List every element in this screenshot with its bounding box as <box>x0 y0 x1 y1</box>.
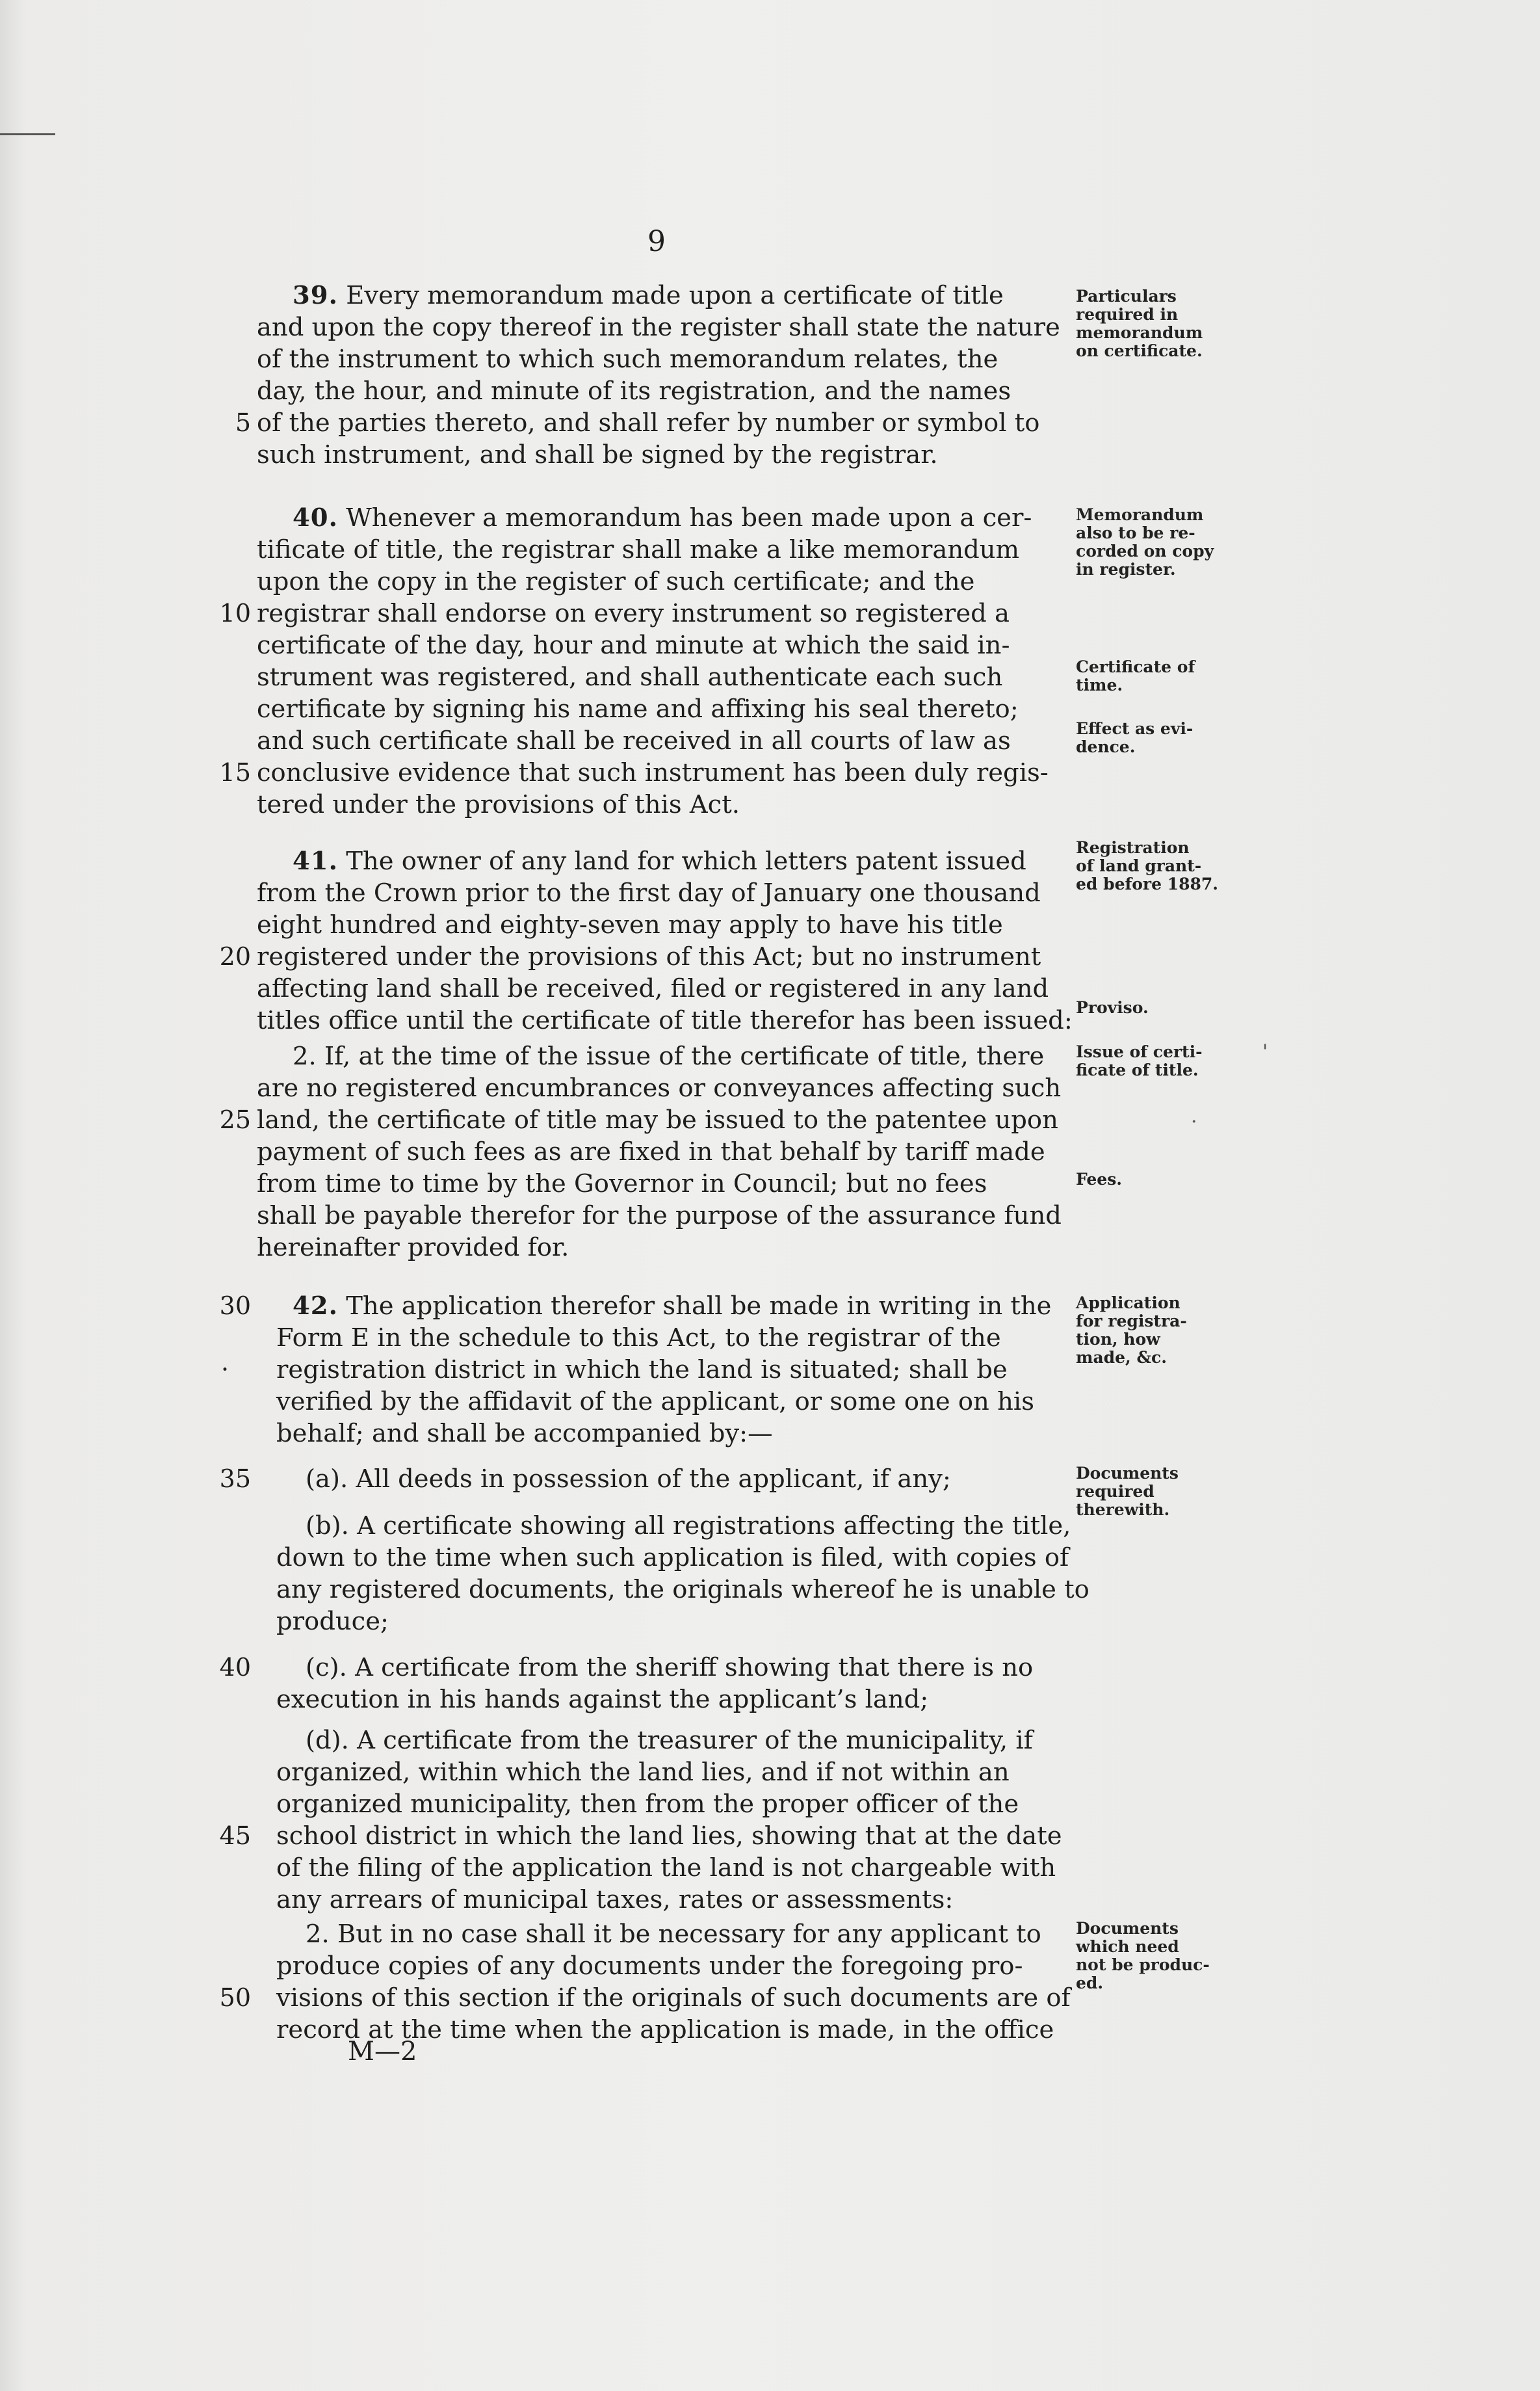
margin-note-line: therewith. <box>1076 1500 1170 1519</box>
text-line <box>257 1574 1090 1605</box>
line-text: certificate of the day, hour and minute at which the said in- <box>257 631 1010 660</box>
line-text: execution in his hands against the applicant’s land; <box>276 1685 929 1714</box>
margin-note-line: tion, how <box>1076 1330 1160 1349</box>
text-line <box>257 941 1076 973</box>
text-line <box>257 407 1076 439</box>
text-line <box>257 877 1076 909</box>
text-line <box>257 311 1076 343</box>
text-line <box>257 1852 1076 1884</box>
text-line <box>257 1724 1076 1756</box>
line-text: record at the time when the application is made, in the office <box>276 2015 1054 2044</box>
margin-note <box>1076 1920 1238 1992</box>
margin-note-line: ficate of title. <box>1076 1061 1199 1079</box>
text-line <box>257 1386 1076 1418</box>
line-text: (d). A certificate from the treasurer of the municipality, if <box>306 1726 1033 1755</box>
line-text: produce; <box>276 1607 389 1636</box>
line-text: 2. If, at the time of the issue of the certificate of title, there <box>293 1042 1045 1071</box>
line-text: affecting land shall be received, filed or registered in any land <box>257 974 1049 1003</box>
margin-note-line: Effect as evi- <box>1076 719 1194 738</box>
line-text: tered under the provisions of this Act. <box>257 790 740 819</box>
text-line <box>257 1788 1076 1820</box>
margin-note-line: Issue of certi- <box>1076 1042 1203 1061</box>
margin-note <box>1076 999 1238 1017</box>
text-line <box>257 661 1076 693</box>
text-line <box>257 1820 1076 1852</box>
margin-note-line: Documents <box>1076 1919 1179 1938</box>
section-number: 41. <box>293 847 338 876</box>
line-text: strument was registered, and shall authenticate each such <box>257 663 1003 692</box>
text-line <box>257 439 1076 471</box>
line-number: 10 <box>219 599 251 627</box>
text-line <box>257 1005 1076 1037</box>
margin-note-line: Certificate of <box>1076 657 1195 676</box>
text-line <box>257 1200 1076 1232</box>
margin-note-line: also to be re- <box>1076 523 1195 542</box>
margin-note <box>1076 1464 1238 1519</box>
line-text: visions of this section if the originals of such documents are of <box>276 1983 1071 2013</box>
margin-note-line: dence. <box>1076 737 1136 756</box>
line-text: land, the certificate of title may be issued to the patentee upon <box>257 1105 1058 1135</box>
text-line <box>257 1542 1076 1574</box>
text-line <box>257 280 1076 311</box>
line-text: verified by the affidavit of the applicant, or some one on his <box>276 1387 1034 1416</box>
section-s39 <box>257 280 1076 471</box>
line-text: any arrears of municipal taxes, rates or assessments: <box>276 1885 954 1914</box>
section-s41 <box>257 845 1076 1037</box>
text-line <box>257 1290 1076 1322</box>
text-line <box>257 973 1076 1005</box>
line-text: day, the hour, and minute of its registration, and the names <box>257 376 1011 406</box>
margin-note-line: required <box>1076 1482 1155 1501</box>
text-line <box>257 1950 1076 1982</box>
line-text: registrar shall endorse on every instrument so registered a <box>257 599 1010 628</box>
section-s42-d <box>257 1724 1076 1916</box>
text-line <box>257 598 1076 629</box>
text-line <box>257 1463 1076 1495</box>
line-text: organized municipality, then from the proper officer of the <box>276 1790 1019 1819</box>
line-text: from time to time by the Governor in Council; but no fees <box>257 1169 987 1198</box>
text-line <box>257 1982 1076 2014</box>
line-text: down to the time when such application is filed, with copies of <box>276 1543 1069 1572</box>
text-line <box>257 1354 1076 1386</box>
section-s40 <box>257 502 1076 821</box>
text-line <box>257 1136 1076 1168</box>
text-line <box>257 566 1076 598</box>
text-line <box>257 502 1076 534</box>
text-line <box>257 693 1076 725</box>
margin-note <box>1076 720 1238 756</box>
margin-note-line: ed before 1887. <box>1076 875 1218 893</box>
margin-note-line: Application <box>1076 1293 1181 1312</box>
margin-note-line: Documents <box>1076 1464 1179 1483</box>
text-line <box>257 1652 1076 1684</box>
stray-mark: ' <box>1262 1040 1268 1063</box>
section-s42-a <box>257 1463 1076 1495</box>
margin-note <box>1076 1294 1238 1367</box>
margin-note <box>1076 658 1238 694</box>
signature-mark: M—2 <box>348 2037 417 2067</box>
margin-note <box>1076 287 1238 360</box>
margin-note-line: which need <box>1076 1937 1179 1956</box>
text-line <box>257 1104 1076 1136</box>
line-text: organized, within which the land lies, and if not within an <box>276 1758 1010 1787</box>
line-text: (b). A certificate showing all registrations affecting the title, <box>306 1511 1071 1540</box>
line-text: from the Crown prior to the first day of January one thousand <box>257 878 1041 908</box>
line-text: payment of such fees as are fixed in that behalf by tariff made <box>257 1137 1045 1167</box>
line-text: (c). A certificate from the sheriff showing that there is no <box>306 1653 1034 1682</box>
line-text: of the parties thereto, and shall refer by number or symbol to <box>257 408 1040 438</box>
text-line <box>257 375 1076 407</box>
margin-note-line: not be produc- <box>1076 1955 1210 1974</box>
margin-note-line: Registration <box>1076 838 1190 857</box>
line-text: are no registered encumbrances or conveyances affecting such <box>257 1074 1062 1103</box>
text-line <box>257 1884 1076 1916</box>
line-text: tificate of title, the registrar shall make a like memorandum <box>257 535 1020 564</box>
line-number: 30 <box>219 1291 251 1320</box>
text-line <box>257 1322 1076 1354</box>
margin-note-line: of land grant- <box>1076 856 1202 875</box>
line-text: produce copies of any documents under the foregoing pro- <box>276 1951 1023 1981</box>
line-text: 2. But in no case shall it be necessary for any applicant to <box>306 1920 1041 1949</box>
line-text: upon the copy in the register of such certificate; and the <box>257 567 975 596</box>
line-text: conclusive evidence that such instrument has been duly regis- <box>257 758 1049 787</box>
section-s42-c <box>257 1652 1076 1715</box>
text-line <box>257 1510 1076 1542</box>
line-number: 5 <box>235 408 251 437</box>
line-text: The owner of any land for which letters patent issued <box>337 847 1026 876</box>
text-line <box>257 1072 1076 1104</box>
margin-note <box>1076 1043 1238 1079</box>
margin-note-line: ed. <box>1076 1974 1104 1992</box>
line-text: (a). All deeds in possession of the applicant, if any; <box>306 1464 951 1494</box>
margin-note-line: Proviso. <box>1076 998 1149 1017</box>
stray-mark: · <box>1191 1111 1197 1133</box>
text-line <box>257 1756 1076 1788</box>
line-text: titles office until the certificate of title therefor has been issued: <box>257 1006 1073 1035</box>
text-line <box>257 1168 1076 1200</box>
margin-note-line: Memorandum <box>1076 505 1204 524</box>
line-text: any registered documents, the originals whereof he is unable to <box>276 1575 1090 1604</box>
text-line <box>257 343 1076 375</box>
section-number: 39. <box>293 281 338 310</box>
margin-note-line: Fees. <box>1076 1170 1122 1189</box>
line-text: eight hundred and eighty-seven may apply to have his title <box>257 910 1003 940</box>
line-text: Form E in the schedule to this Act, to the registrar of the <box>276 1323 1001 1353</box>
margin-note-line: memorandum <box>1076 323 1203 342</box>
text-line <box>257 725 1076 757</box>
page-number: 9 <box>647 225 666 258</box>
text-line <box>257 1418 1076 1449</box>
text-line <box>257 757 1076 789</box>
line-number: 15 <box>219 758 251 787</box>
section-s42-2 <box>257 1918 1076 2046</box>
line-text: such instrument, and shall be signed by the registrar. <box>257 440 938 469</box>
text-line <box>257 845 1076 877</box>
margin-note-line: required in <box>1076 305 1179 324</box>
text-line <box>257 909 1076 941</box>
line-text: The application therefor shall be made in writing in the <box>337 1291 1052 1321</box>
margin-note <box>1076 506 1238 579</box>
line-text: of the filing of the application the land is not chargeable with <box>276 1853 1056 1882</box>
line-text: certificate by signing his name and affixing his seal thereto; <box>257 694 1019 724</box>
line-text: registration district in which the land is situated; shall be <box>276 1355 1008 1384</box>
line-text: Whenever a memorandum has been made upon a cer- <box>337 503 1032 533</box>
margin-note-line: Particulars <box>1076 287 1177 306</box>
text-line <box>257 534 1076 566</box>
line-number: 20 <box>219 942 251 971</box>
line-text: shall be payable therefor for the purpose of the assurance fund <box>257 1201 1062 1230</box>
margin-note-line: made, &c. <box>1076 1348 1167 1367</box>
margin-note <box>1076 1170 1238 1189</box>
margin-note-line: on certificate. <box>1076 341 1203 360</box>
margin-dot: · <box>221 1355 229 1384</box>
text-line <box>257 1040 1076 1072</box>
margin-note-line: corded on copy <box>1076 542 1214 561</box>
line-text: behalf; and shall be accompanied by:— <box>276 1419 773 1448</box>
line-text: hereinafter provided for. <box>257 1233 569 1262</box>
line-text: and upon the copy thereof in the register shall state the nature <box>257 313 1060 342</box>
line-text: of the instrument to which such memorandum relates, the <box>257 345 998 374</box>
line-text: and such certificate shall be received in all courts of law as <box>257 726 1011 756</box>
line-number: 45 <box>219 1821 251 1850</box>
margin-note-line: in register. <box>1076 560 1176 579</box>
line-text: Every memorandum made upon a certificate of title <box>337 281 1004 310</box>
section-number: 42. <box>293 1291 338 1321</box>
section-number: 40. <box>293 503 338 533</box>
text-line <box>257 629 1076 661</box>
section-s41-2 <box>257 1040 1076 1263</box>
line-number: 50 <box>219 1983 251 2012</box>
line-text: registered under the provisions of this Act; but no instrument <box>257 942 1041 971</box>
text-line <box>257 1605 1076 1637</box>
text-line <box>257 1684 1076 1715</box>
margin-note-line: time. <box>1076 676 1123 694</box>
text-line <box>257 1918 1076 1950</box>
line-text: school district in which the land lies, showing that at the date <box>276 1821 1062 1851</box>
line-number: 25 <box>219 1105 251 1134</box>
text-line <box>257 789 1076 821</box>
line-number: 35 <box>219 1464 251 1493</box>
page-edge-mark <box>0 133 55 135</box>
margin-note <box>1076 839 1238 893</box>
text-line <box>257 1232 1076 1263</box>
margin-note-line: for registra- <box>1076 1312 1187 1330</box>
section-s42-b <box>257 1510 1090 1637</box>
section-s42 <box>257 1290 1076 1449</box>
line-number: 40 <box>219 1653 251 1682</box>
